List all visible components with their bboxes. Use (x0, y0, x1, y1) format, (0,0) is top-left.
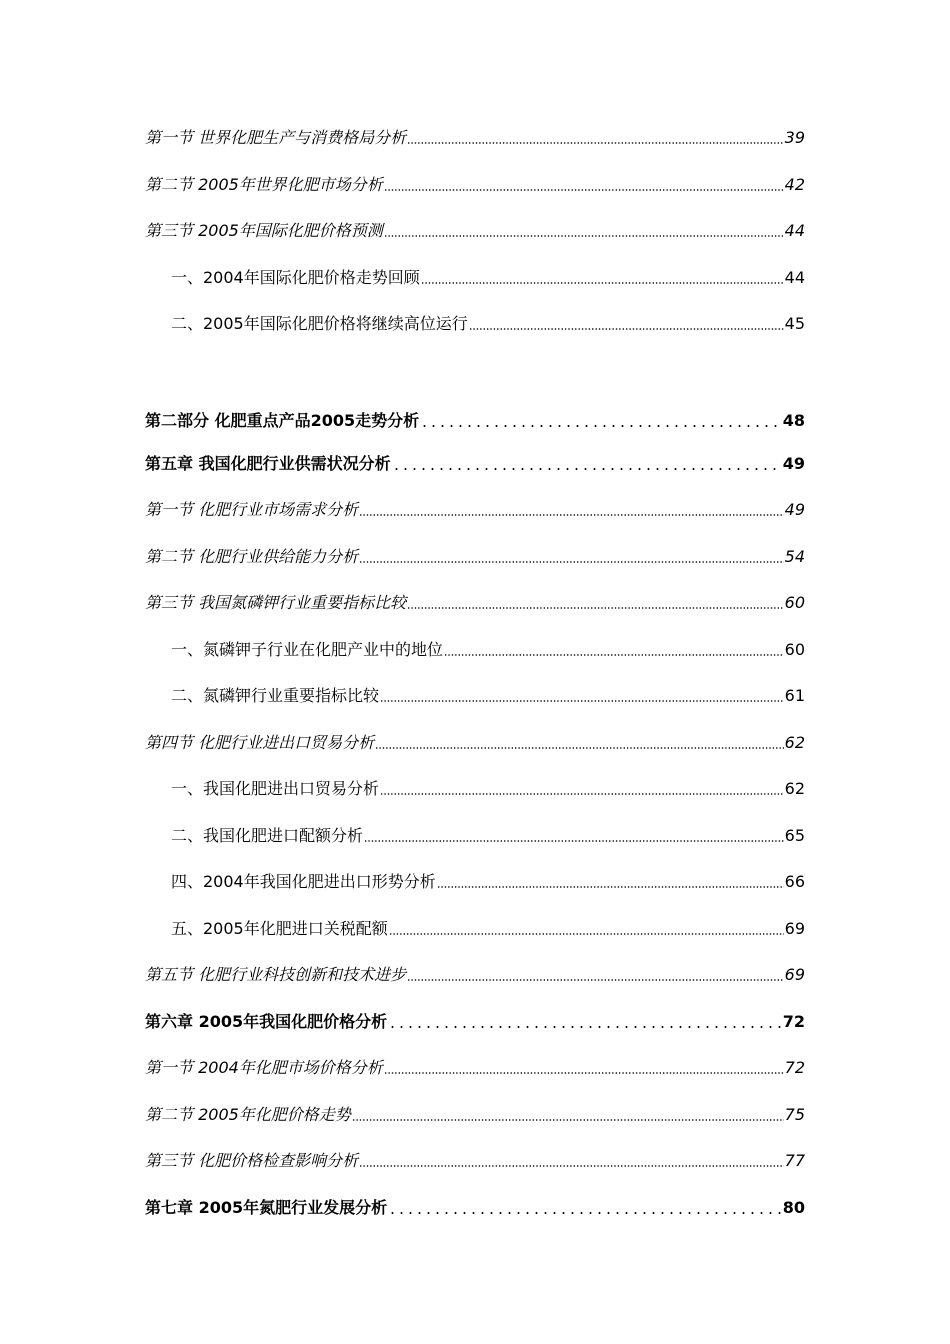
toc-entry-part[interactable] (145, 407, 805, 431)
toc-entry-subsection[interactable] (171, 310, 805, 334)
dot-leader (384, 1072, 784, 1074)
dot-leader (384, 235, 784, 237)
toc-entry-label: 二、氮磷钾行业重要指标比较 (171, 686, 380, 705)
toc-entry-label: 第二节 2005年化肥价格走势 (145, 1105, 351, 1124)
toc-entry-page: 60 (784, 593, 805, 612)
toc-entry-label: 第三节 2005年国际化肥价格预测 (145, 221, 383, 240)
toc-entry-chapter[interactable] (145, 1008, 805, 1032)
toc-entry-section[interactable] (145, 589, 805, 613)
toc-entry-section[interactable] (145, 1101, 805, 1125)
toc-entry-section[interactable] (145, 961, 805, 985)
toc-entry-page: 45 (784, 314, 805, 333)
toc-entry-label: 第二节 2005年世界化肥市场分析 (145, 175, 383, 194)
toc-entry-label: 二、我国化肥进口配额分析 (171, 826, 364, 845)
toc-entry-chapter[interactable] (145, 1194, 805, 1218)
dot-leader (388, 1212, 782, 1214)
toc-entry-label: 第四节 化肥行业进出口贸易分析 (145, 733, 375, 752)
toc-entry-page: 61 (784, 686, 805, 705)
dot-leader (380, 793, 784, 795)
dot-leader (444, 654, 784, 656)
dot-leader (407, 979, 784, 981)
toc-entry-page: 75 (784, 1105, 805, 1124)
toc-entry-page: 69 (784, 919, 805, 938)
toc-entry-page: 44 (784, 268, 805, 287)
dot-leader (384, 189, 784, 191)
toc-entry-page: 62 (784, 733, 805, 752)
toc-entry-section[interactable] (145, 1147, 805, 1171)
toc-entry-label: 一、我国化肥进出口贸易分析 (171, 779, 380, 798)
dot-leader (352, 1119, 784, 1121)
toc-entry-page: 66 (784, 872, 805, 891)
toc-entry-page: 39 (784, 128, 805, 147)
dot-leader (359, 1165, 784, 1167)
toc-entry-label: 一、氮磷钾子行业在化肥产业中的地位 (171, 640, 444, 659)
toc-entry-section[interactable] (145, 543, 805, 567)
dot-leader (359, 561, 784, 563)
toc-entry-label: 第二节 化肥行业供给能力分析 (145, 547, 359, 566)
toc-entry-subsection[interactable] (171, 636, 805, 660)
toc-entry-page: 77 (784, 1151, 805, 1170)
dot-leader (469, 328, 784, 330)
toc-entry-label: 第一节 2004年化肥市场价格分析 (145, 1058, 383, 1077)
toc-entry-subsection[interactable] (171, 868, 805, 892)
dot-leader (364, 840, 784, 842)
dot-leader (407, 142, 784, 144)
toc-entry-page: 69 (784, 965, 805, 984)
toc-entry-label: 一、2004年国际化肥价格走势回顾 (171, 268, 420, 287)
toc-entry-label: 第三节 我国氮磷钾行业重要指标比较 (145, 593, 407, 612)
toc-entry-page: 65 (784, 826, 805, 845)
toc-entry-subsection[interactable] (171, 822, 805, 846)
toc-entry-label: 二、2005年国际化肥价格将继续高位运行 (171, 314, 468, 333)
toc-entry-section[interactable] (145, 217, 805, 241)
toc-entry-subsection[interactable] (171, 915, 805, 939)
toc-entry-subsection[interactable] (171, 775, 805, 799)
toc-entry-section[interactable] (145, 729, 805, 753)
dot-leader (380, 700, 784, 702)
toc-entry-label: 第六章 2005年我国化肥价格分析 (145, 1012, 388, 1031)
toc-entry-section[interactable] (145, 496, 805, 520)
toc-entry-label: 第五节 化肥行业科技创新和技术进步 (145, 965, 407, 984)
dot-leader (420, 425, 782, 427)
toc-entry-page: 42 (784, 175, 805, 194)
toc-entry-page: 54 (784, 547, 805, 566)
toc-entry-label: 第三节 化肥价格检查影响分析 (145, 1151, 359, 1170)
toc-entry-page: 49 (782, 454, 805, 473)
toc-entry-chapter[interactable] (145, 450, 805, 474)
toc-entry-label: 第七章 2005年氮肥行业发展分析 (145, 1198, 388, 1217)
toc-entry-page: 60 (784, 640, 805, 659)
toc-entry-label: 第一节 世界化肥生产与消费格局分析 (145, 128, 407, 147)
toc-entry-page: 44 (784, 221, 805, 240)
dot-leader (389, 933, 784, 935)
dot-leader (388, 1026, 782, 1028)
dot-leader (407, 607, 784, 609)
dot-leader (375, 747, 784, 749)
toc-entry-page: 48 (782, 411, 805, 430)
toc-entry-section[interactable] (145, 1054, 805, 1078)
toc-entry-page: 72 (782, 1012, 805, 1031)
dot-leader (437, 886, 784, 888)
toc-entry-page: 72 (784, 1058, 805, 1077)
toc-entry-label: 第二部分 化肥重点产品2005走势分析 (145, 411, 420, 430)
dot-leader (421, 282, 784, 284)
dot-leader (392, 468, 782, 470)
toc-entry-page: 49 (784, 500, 805, 519)
toc-entry-section[interactable] (145, 124, 805, 148)
toc-entry-section[interactable] (145, 171, 805, 195)
toc-entry-label: 第五章 我国化肥行业供需状况分析 (145, 454, 391, 473)
toc-entry-label: 五、2005年化肥进口关税配额 (171, 919, 388, 938)
dot-leader (359, 514, 784, 516)
toc-entry-label: 四、2004年我国化肥进出口形势分析 (171, 872, 436, 891)
toc-entry-subsection[interactable] (171, 264, 805, 288)
toc-entry-page: 80 (782, 1198, 805, 1217)
toc-entry-page: 62 (784, 779, 805, 798)
toc-entry-label: 第一节 化肥行业市场需求分析 (145, 500, 359, 519)
toc-entry-subsection[interactable] (171, 682, 805, 706)
